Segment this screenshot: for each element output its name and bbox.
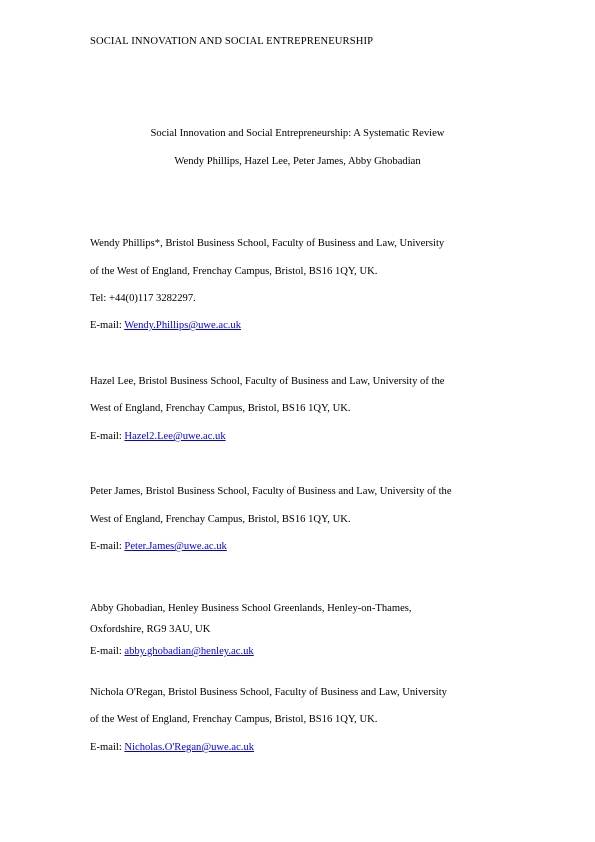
- affiliation-3-line-1: Peter James, Bristol Business School, Faculty of Business and Law, University of the: [90, 486, 452, 497]
- affiliation-4-email-line: [90, 646, 254, 657]
- affiliation-2-line-2: West of England, Frenchay Campus, Bristol, BS16 1QY, UK.: [90, 403, 351, 414]
- paper-title: Social Innovation and Social Entrepreneurship: A Systematic Review: [150, 128, 445, 139]
- affiliation-3-email-line: [90, 541, 227, 552]
- paper-authors: Wendy Phillips, Hazel Lee, Peter James, Abby Ghobadian: [174, 156, 421, 167]
- affiliation-4-line-1: Abby Ghobadian, Henley Business School Greenlands, Henley-on-Thames,: [90, 603, 412, 614]
- affiliation-3-line-2: West of England, Frenchay Campus, Bristol, BS16 1QY, UK.: [90, 514, 351, 525]
- email-label: E-mail:: [90, 646, 125, 657]
- email-label: E-mail:: [90, 320, 125, 331]
- affiliation-2-line-1: Hazel Lee, Bristol Business School, Faculty of Business and Law, University of the: [90, 376, 445, 387]
- affiliation-5-email-link[interactable]: Nicholas.O'Regan@uwe.ac.uk: [124, 742, 255, 753]
- affiliation-1-email-link[interactable]: Wendy.Phillips@uwe.ac.uk: [124, 320, 242, 331]
- affiliation-3-email-link[interactable]: Peter.James@uwe.ac.uk: [124, 541, 227, 552]
- affiliation-5-line-1: Nichola O'Regan, Bristol Business School, Faculty of Business and Law, University: [90, 687, 447, 698]
- affiliation-1-email-line: [90, 320, 241, 331]
- email-label: E-mail:: [90, 742, 125, 753]
- affiliation-2-email-line: [90, 431, 226, 442]
- affiliation-5-email-line: [90, 742, 254, 753]
- affiliation-2-email-link[interactable]: Hazel2.Lee@uwe.ac.uk: [124, 431, 226, 442]
- affiliation-5-line-2: of the West of England, Frenchay Campus, Bristol, BS16 1QY, UK.: [90, 714, 378, 725]
- running-head: SOCIAL INNOVATION AND SOCIAL ENTREPRENEURSHIP: [90, 36, 374, 47]
- email-label: E-mail:: [90, 541, 125, 552]
- email-label: E-mail:: [90, 431, 125, 442]
- affiliation-1-telephone: Tel: +44(0)117 3282297.: [90, 293, 196, 304]
- affiliation-1-line-1: Wendy Phillips*, Bristol Business School, Faculty of Business and Law, University: [90, 238, 445, 249]
- affiliation-4-line-2: Oxfordshire, RG9 3AU, UK: [90, 624, 211, 635]
- affiliation-1-line-2: of the West of England, Frenchay Campus, Bristol, BS16 1QY, UK.: [90, 266, 378, 277]
- affiliation-4-email-link[interactable]: abby.ghobadian@henley.ac.uk: [124, 646, 254, 657]
